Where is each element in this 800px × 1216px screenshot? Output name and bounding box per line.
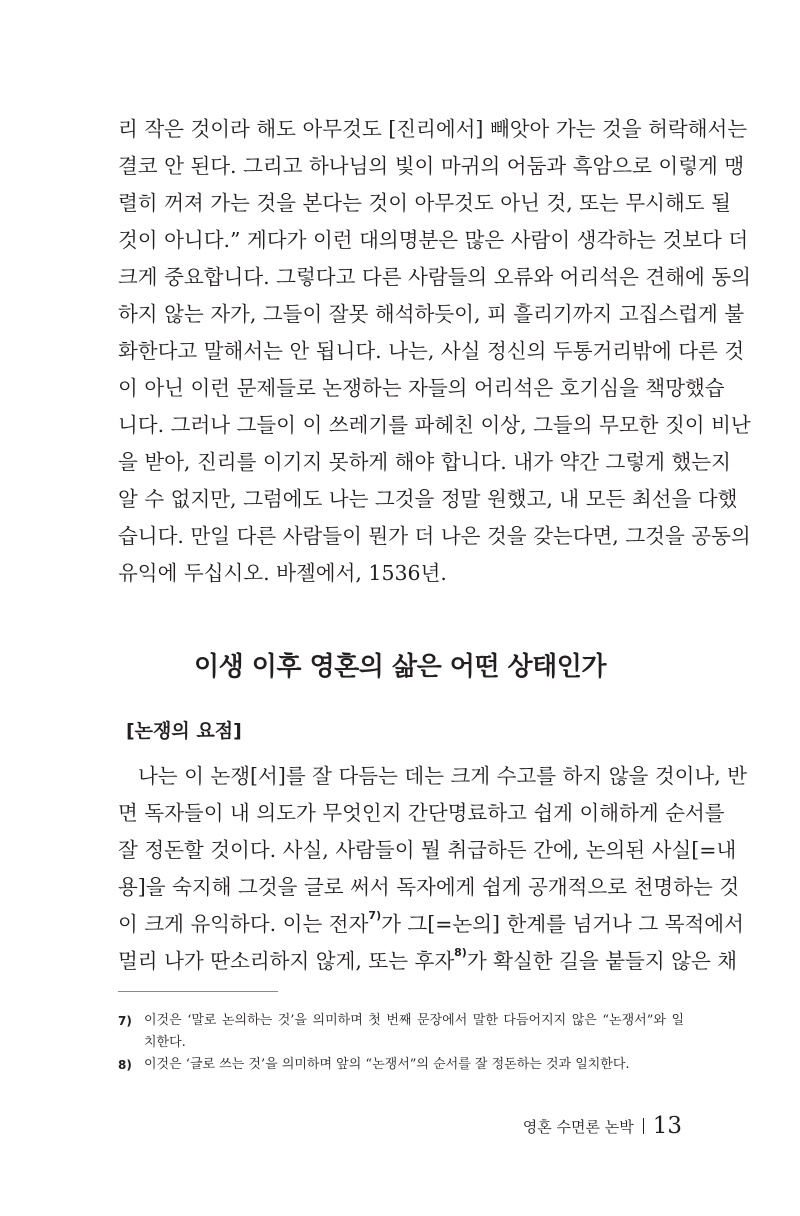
text-fragment: 가 그[=논의] 한계를 넘거나 그 목적에서: [381, 912, 744, 936]
text-line: 알 수 없지만, 그럼에도 나는 그것을 정말 원했고, 내 모든 최선을 다했: [118, 487, 738, 511]
text-line: 잘 정돈할 것이다. 사실, 사람들이 뭘 취급하든 간에, 논의된 사실[=내: [118, 838, 737, 862]
text-line: 화한다고 말해서는 안 됩니다. 나는, 사실 정신의 두통거리밖에 다른 것: [118, 339, 745, 363]
footnotes: [118, 1010, 684, 1076]
page-number: 13: [652, 1113, 682, 1139]
footnote-8: [118, 1054, 684, 1076]
footnote-ref-7[interactable]: 7): [368, 909, 382, 922]
text-line: 이 아닌 이런 문제들로 논쟁하는 자들의 어리석은 호기심을 책망했습: [118, 376, 725, 400]
continued-paragraph: [118, 111, 751, 592]
text-line: 것이 아니다.” 게다가 이런 대의명분은 많은 사람이 생각하는 것보다 더: [118, 228, 749, 252]
footnote-line: 이것은 ‘말로 논의하는 것’을 의미하며 첫 번째 문장에서 말한 다듬어지지 않은 “논쟁서”와 일: [144, 1013, 684, 1028]
footnote-number: 8): [118, 1058, 132, 1072]
text-fragment: 이 크게 유익하다. 이는 전자: [118, 912, 369, 936]
footnote-ref-8[interactable]: 8): [454, 946, 467, 959]
text-fragment: 멀리 나가 딴소리하지 않게, 또는 후자: [118, 949, 455, 973]
text-line: 습니다. 만일 다른 사람들이 뭔가 더 나은 것을 갖는다면, 그것을 공동의: [118, 524, 751, 548]
running-footer: [523, 1113, 682, 1139]
footnote-divider: [118, 991, 278, 992]
text-line: 니다. 그러나 그들이 이 쓰레기를 파헤친 이상, 그들의 무모한 짓이 비난: [118, 413, 751, 437]
text-line: 결코 안 된다. 그리고 하나님의 빛이 마귀의 어둠과 흑암으로 이렇게 맹: [118, 154, 745, 178]
text-line: 을 받아, 진리를 이기지 못하게 해야 합니다. 내가 약간 그렇게 했는지: [118, 450, 731, 474]
text-line: 유익에 두십시오. 바젤에서, 1536년.: [118, 561, 447, 585]
footnote-line: 치한다.: [144, 1035, 186, 1050]
text-line: 크게 중요합니다. 그렇다고 다른 사람들의 오류와 어리석은 견해에 동의: [118, 265, 751, 289]
footnote-number: 7): [118, 1014, 132, 1028]
footnote-7: [118, 1010, 684, 1054]
running-title: 영혼 수면론 논박: [522, 1117, 634, 1136]
subheading: [논쟁의 요점]: [126, 720, 242, 742]
footnote-line: 이것은 ‘글로 쓰는 것’을 의미하며 앞의 “논쟁서”의 순서를 잘 정돈하는 것과 일치한다.: [144, 1057, 630, 1072]
text-line: 용]을 숙지해 그것을 글로 써서 독자에게 쉽게 공개적으로 천명하는 것: [118, 875, 740, 899]
footer-separator: [643, 1118, 644, 1134]
text-line: 나는 이 논쟁[서]를 잘 다듬는 데는 크게 수고를 하지 않을 것이나, 반: [138, 764, 748, 788]
footnote-text: [144, 1054, 684, 1076]
text-line: 리 작은 것이라 해도 아무것도 [진리에서] 빼앗아 가는 것을 허락해서는: [118, 117, 748, 141]
footnote-text: [144, 1010, 684, 1054]
text-line: [118, 906, 744, 943]
body-paragraph: [118, 758, 748, 980]
text-line: 하지 않는 자가, 그들이 잘못 해석하듯이, 피 흘리기까지 고집스럽게 불: [118, 302, 745, 326]
text-line: 렬히 꺼져 가는 것을 본다는 것이 아무것도 아닌 것, 또는 무시해도 될: [118, 191, 731, 215]
section-title: 이생 이후 영혼의 삶은 어떤 상태인가: [194, 652, 606, 682]
text-line: [118, 943, 738, 980]
text-fragment: 가 확실한 길을 붙들지 않은 채: [466, 949, 738, 973]
text-line: 면 독자들이 내 의도가 무엇인지 간단명료하고 쉽게 이해하게 순서를: [118, 801, 725, 825]
